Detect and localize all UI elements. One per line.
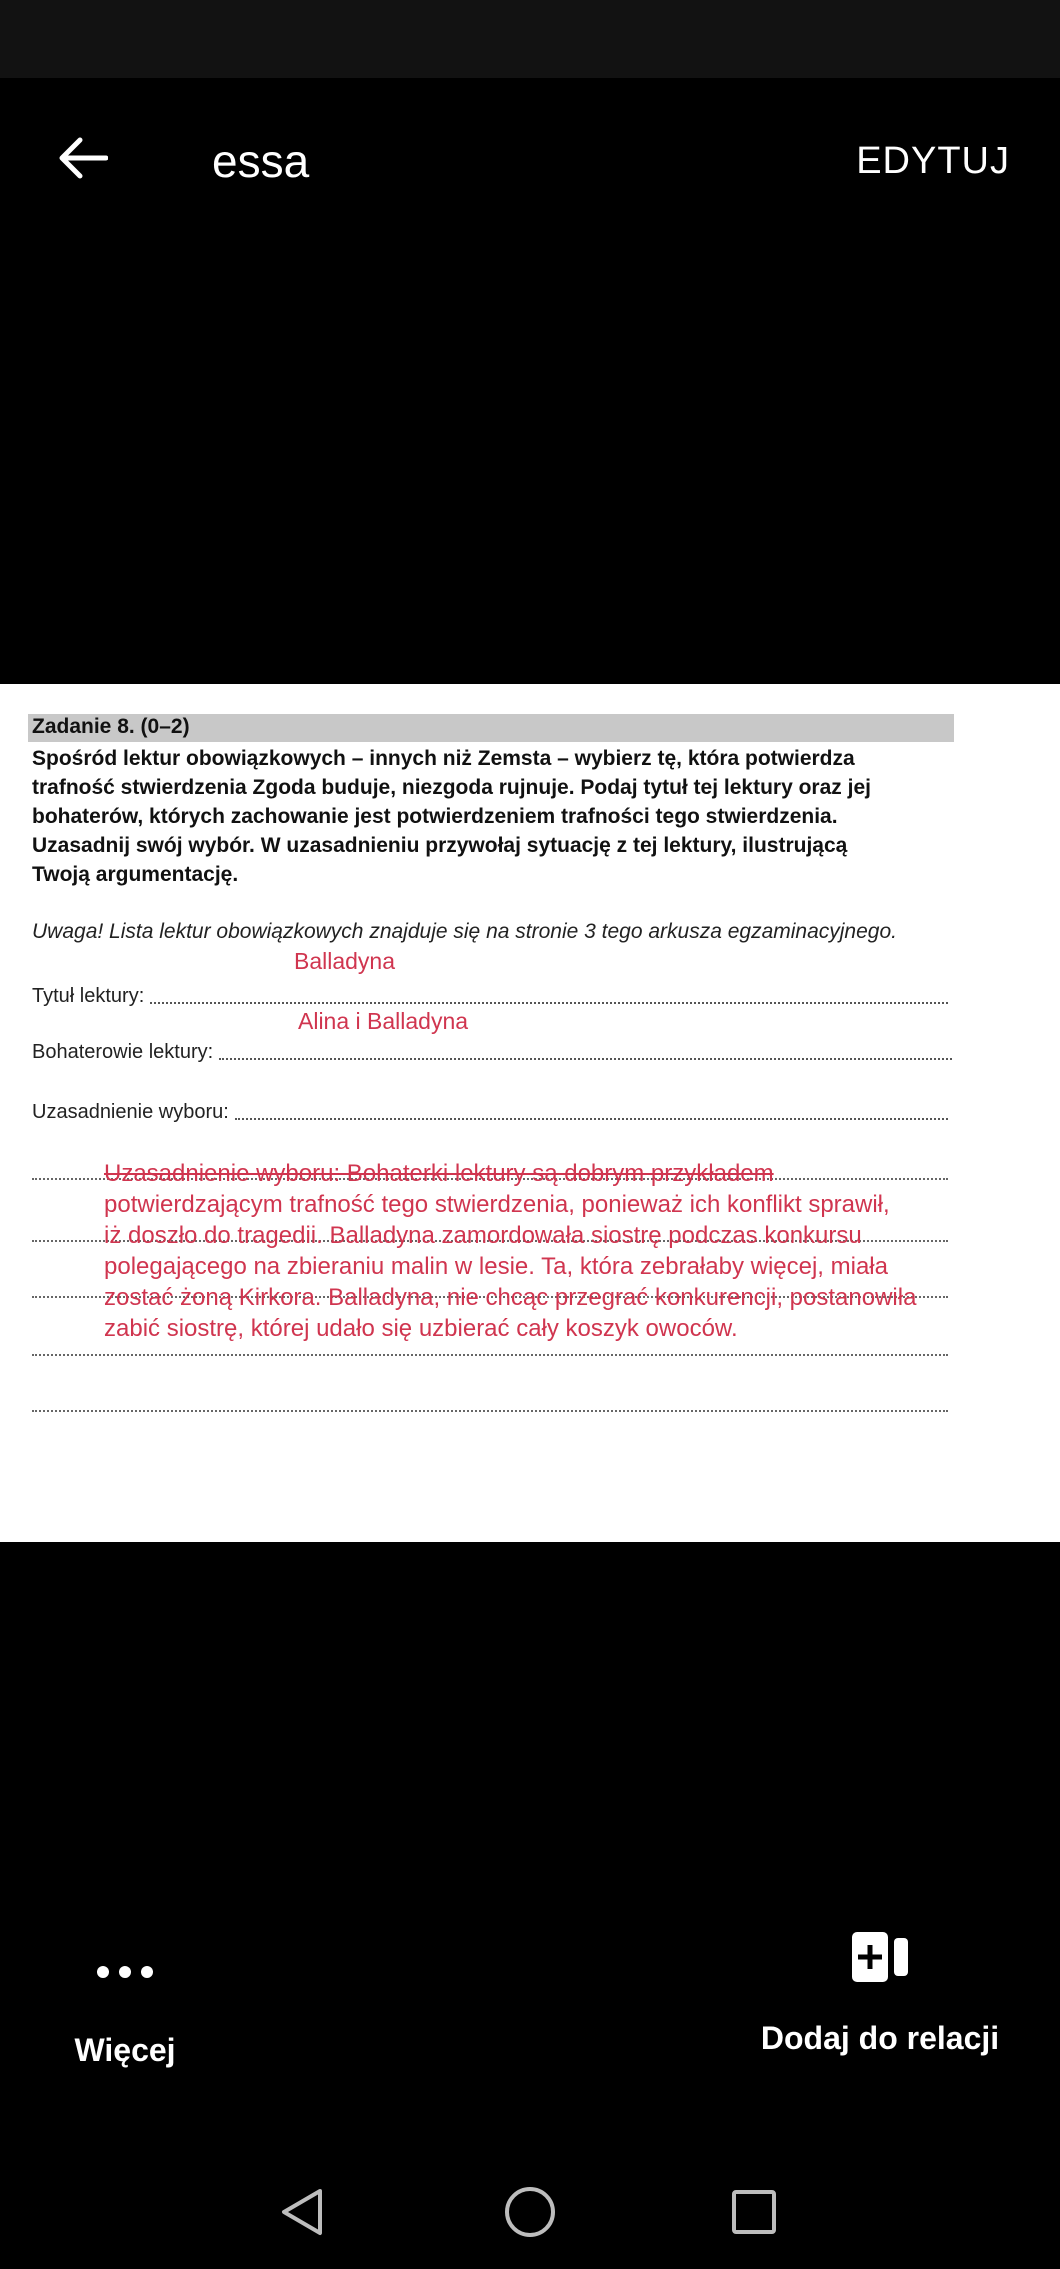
- top-app-bar: [0, 100, 1060, 225]
- task-instructions: [32, 744, 952, 889]
- dotted-line: [235, 1118, 948, 1120]
- arrow-left-icon: [56, 136, 108, 180]
- add-to-story-icon: [850, 1930, 910, 1984]
- task-title: Zadanie 8. (0–2): [32, 715, 190, 738]
- dotted-line: [32, 1354, 948, 1356]
- dotted-line: [219, 1058, 952, 1060]
- exam-note: Uwaga! Lista lektur obowiązkowych znajduje się na stronie 3 tego arkusza egzaminacyjnego.: [32, 920, 897, 943]
- heroes-answer: Alina i Balladyna: [298, 1008, 469, 1034]
- dotted-line: [150, 1002, 948, 1004]
- task-header: [28, 714, 954, 742]
- task-line: Twoją argumentację.: [32, 863, 239, 886]
- justification-label: Uzasadnienie wyboru:: [32, 1101, 229, 1123]
- heroes-label: Bohaterowie lektury:: [32, 1041, 214, 1063]
- more-label: Więcej: [74, 2032, 176, 2068]
- essay-line: zabić siostrę, której udało się uzbierać cały koszyk owoców.: [104, 1315, 738, 1342]
- justification-line: [32, 1098, 948, 1124]
- add-to-story-label: Dodaj do relacji: [760, 2020, 1000, 2056]
- more-dots-icon: [95, 1962, 155, 1982]
- task-line: Spośród lektur obowiązkowych – innych niż Zemsta – wybierz tę, która potwierdza: [32, 747, 855, 770]
- status-bar: [0, 0, 1060, 78]
- essay-line: polegającego na zbieraniu malin w lesie. Ta, która zebrałaby więcej, miała: [104, 1253, 888, 1280]
- more-button[interactable]: [50, 1950, 200, 2069]
- essay-line: iż doszło do tragedii. Balladyna zamordowała siostrę podczas konkursu: [104, 1222, 862, 1249]
- page-title: essa: [212, 135, 310, 187]
- task-line: Uzasadnij swój wybór. W uzasadnieniu przywołaj sytuację z tej lektury, ilustrującą: [32, 834, 848, 857]
- document-image: [0, 684, 1060, 1542]
- essay-line: Uzasadnienie wyboru: Bohaterki lektury są dobrym przykładem: [104, 1160, 774, 1187]
- nav-back-button[interactable]: [270, 2180, 334, 2244]
- nav-recents-button[interactable]: [722, 2180, 786, 2244]
- title-answer: Balladyna: [294, 948, 396, 974]
- handwritten-essay: [104, 1158, 954, 1344]
- square-recents-icon: [730, 2188, 778, 2236]
- circle-home-icon: [503, 2185, 557, 2239]
- dotted-line: [32, 1410, 948, 1412]
- essay-line: potwierdzającym trafność tego stwierdzenia, ponieważ ich konflikt sprawił,: [104, 1191, 890, 1218]
- back-button[interactable]: [46, 122, 118, 194]
- task-line: trafność stwierdzenia Zgoda buduje, niezgoda rujnuje. Podaj tytuł tej lektury oraz jej: [32, 776, 871, 799]
- title-line: [32, 982, 948, 1008]
- nav-home-button[interactable]: [498, 2180, 562, 2244]
- heroes-line: [32, 1038, 952, 1064]
- add-to-story-button[interactable]: [750, 1950, 1010, 2057]
- title-label: Tytuł lektury:: [32, 985, 145, 1007]
- system-nav-bar: [0, 2150, 1060, 2269]
- edit-button[interactable]: EDYTUJ: [856, 140, 1010, 182]
- task-line: bohaterów, których zachowanie jest potwierdzeniem trafności tego stwierdzenia.: [32, 805, 838, 828]
- essay-line: zostać żoną Kirkora. Balladyna, nie chcąc przegrać konkurencji, postanowiła: [104, 1284, 917, 1311]
- triangle-back-icon: [280, 2187, 324, 2237]
